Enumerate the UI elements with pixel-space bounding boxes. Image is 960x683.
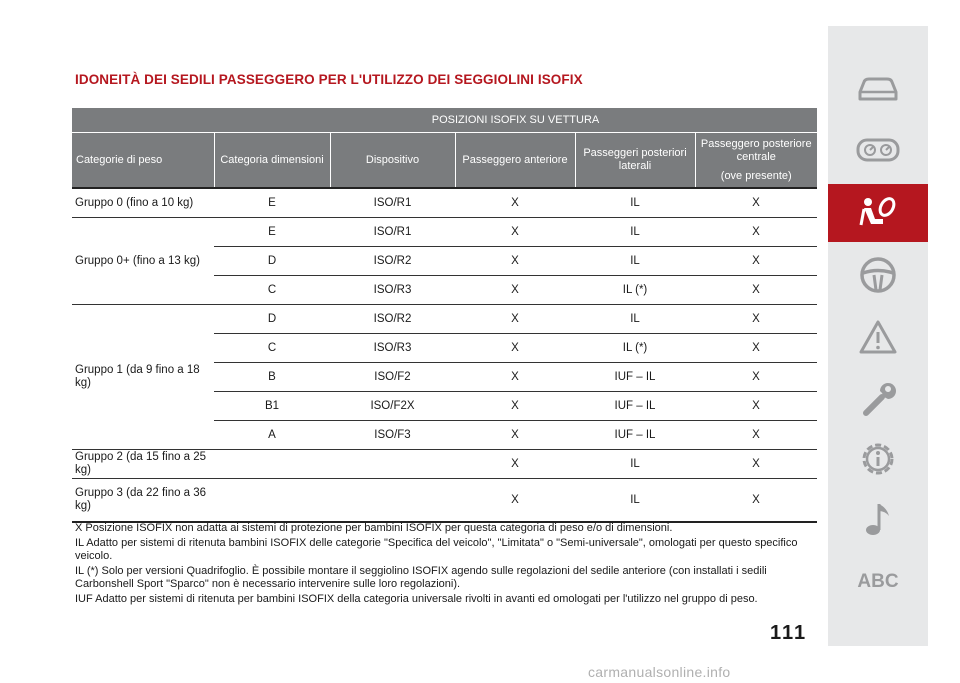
note-x: X Posizione ISOFIX non adatta ai sistemi di protezione per bambini ISOFIX per questa categoria di peso e/o di dimensioni. [75,522,673,534]
size-cell: C [214,276,330,305]
chapter-sidebar [828,26,928,646]
group-cell: Gruppo 0 (fino a 10 kg) [72,188,214,218]
center-cell: X [695,188,817,218]
device-cell: ISO/F2 [330,363,455,392]
rear-cell: IUF – IL [575,363,695,392]
center-cell: X [695,450,817,479]
device-cell: ISO/F2X [330,392,455,421]
header-front-passenger: Passeggero anteriore [455,133,575,189]
header-rear-center-note: (ove presente) [720,169,792,182]
safety-airbag-icon [858,195,898,231]
size-cell: B1 [214,392,330,421]
device-cell: ISO/R2 [330,305,455,334]
watermark: carmanualsonline.info [588,664,731,680]
table-row [72,188,817,218]
header-rear-lateral: Passeggeri posteriori laterali [575,133,695,189]
header-rear-center [695,133,817,189]
note-il-star: IL (*) Solo per versioni Quadrifoglio. È possibile montare il seggiolino ISOFIX agendo sulle regolazioni del sedile anteriore (con installati i sedili Carbonshell Sport "Sparco" non è necessario intervenire sulle loro regolazioni). [75,565,767,590]
note-il: IL Adatto per sistemi di ritenuta bambini ISOFIX delle categorie "Specifica del veicolo", "Limitata" o "Semi-universale", omologati per questo specifico veicolo. [75,537,798,562]
sidebar-item-steering[interactable] [828,246,928,304]
sidebar-item-car[interactable] [828,60,928,118]
wrench-icon [858,379,898,419]
center-cell: X [695,334,817,363]
rear-cell: IL [575,450,695,479]
group-cell: Gruppo 3 (da 22 fino a 36 kg) [72,479,214,523]
center-cell: X [695,305,817,334]
isofix-table [72,108,817,523]
page-number: 111 [770,622,808,644]
device-cell: ISO/R1 [330,218,455,247]
header-weight-category: Categorie di peso [72,133,214,189]
rear-cell: IL (*) [575,334,695,363]
front-cell: X [455,188,575,218]
center-cell: X [695,363,817,392]
header-rear-center-label: Passeggero posteriore centrale [700,137,812,163]
size-cell: A [214,421,330,450]
front-cell: X [455,392,575,421]
rear-cell: IL (*) [575,276,695,305]
center-cell: X [695,276,817,305]
rear-cell: IUF – IL [575,392,695,421]
table-row [72,479,817,523]
center-cell: X [695,421,817,450]
size-cell [214,479,330,523]
header-blank [72,108,214,133]
size-cell: C [214,334,330,363]
header-device: Dispositivo [330,133,455,189]
front-cell: X [455,450,575,479]
sidebar-item-maintenance[interactable] [828,370,928,428]
device-cell: ISO/F3 [330,421,455,450]
rear-cell: IL [575,188,695,218]
center-cell: X [695,479,817,523]
device-cell: ISO/R3 [330,276,455,305]
size-cell: D [214,247,330,276]
table-subheader-row [72,133,817,189]
front-cell: X [455,421,575,450]
center-cell: X [695,392,817,421]
header-size-category: Categoria dimensioni [214,133,330,189]
group-cell: Gruppo 2 (da 15 fino a 25 kg) [72,450,214,479]
device-cell [330,479,455,523]
rear-cell: IL [575,305,695,334]
sidebar-item-safety[interactable] [828,184,928,242]
device-cell: ISO/R2 [330,247,455,276]
front-cell: X [455,363,575,392]
music-note-icon [863,500,893,538]
steering-wheel-icon [859,256,897,294]
dashboard-icon [855,136,901,164]
sidebar-item-multimedia[interactable] [828,490,928,548]
center-cell: X [695,247,817,276]
front-cell: X [455,276,575,305]
rear-cell: IUF – IL [575,421,695,450]
table-row [72,305,817,334]
device-cell [330,450,455,479]
group-cell: Gruppo 1 (da 9 fino a 18 kg) [72,305,214,450]
front-cell: X [455,479,575,523]
table-row [72,218,817,247]
table-row [72,450,817,479]
center-cell: X [695,218,817,247]
size-cell [214,450,330,479]
rear-cell: IL [575,479,695,523]
info-gear-icon [858,439,898,479]
sidebar-item-dashboard[interactable] [828,121,928,179]
front-cell: X [455,218,575,247]
note-iuf: IUF Adatto per sistemi di ritenuta per bambini ISOFIX della categoria universale rivolti in avanti ed omologati per l'utilizzo nel gruppo di peso. [75,593,758,605]
rear-cell: IL [575,218,695,247]
front-cell: X [455,334,575,363]
size-cell: D [214,305,330,334]
size-cell: E [214,218,330,247]
table-notes [75,522,810,608]
sidebar-item-index[interactable] [828,553,928,611]
warning-triangle-icon [858,319,898,355]
front-cell: X [455,247,575,276]
size-cell: E [214,188,330,218]
size-cell: B [214,363,330,392]
page-title: IDONEITÀ DEI SEDILI PASSEGGERO PER L'UTILIZZO DEI SEGGIOLINI ISOFIX [75,72,583,87]
table-header-row [72,108,817,133]
rear-cell: IL [575,247,695,276]
car-icon [855,74,901,104]
sidebar-item-technical-data[interactable] [828,430,928,488]
sidebar-item-warning[interactable] [828,308,928,366]
front-cell: X [455,305,575,334]
device-cell: ISO/R3 [330,334,455,363]
device-cell: ISO/R1 [330,188,455,218]
group-cell: Gruppo 0+ (fino a 13 kg) [72,218,214,305]
header-isofix-positions: POSIZIONI ISOFIX SU VETTURA [214,108,817,133]
sidebar-abc-label: ABC [857,571,899,592]
